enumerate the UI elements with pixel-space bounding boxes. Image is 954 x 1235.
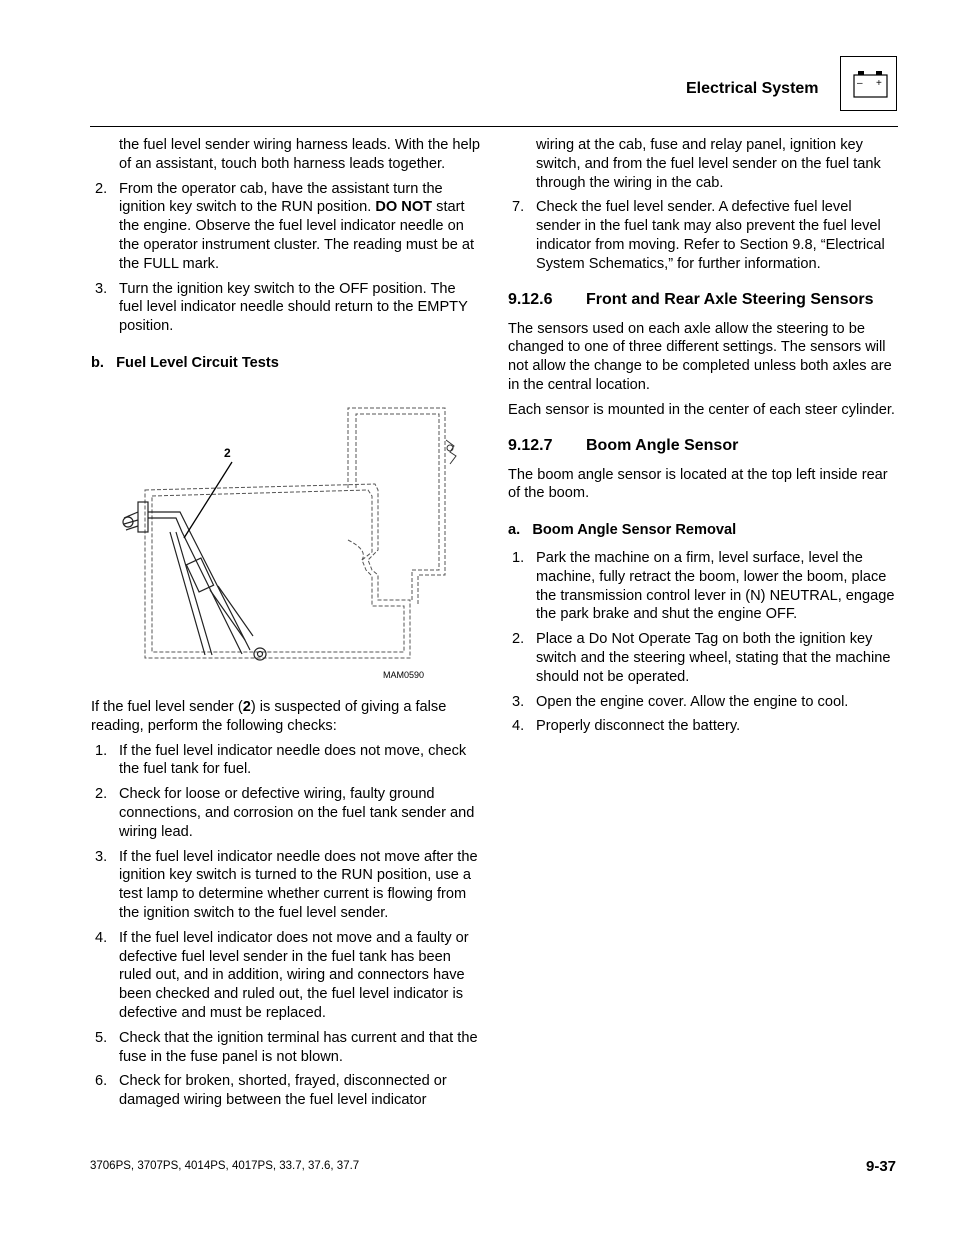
page-number: 9-37 xyxy=(866,1158,897,1175)
check-text: Check that the ignition terminal has current and that the fuse in the fuse panel is not blown. xyxy=(119,1029,478,1065)
intro-text: If the fuel level sender ( xyxy=(91,699,243,715)
step-text: Place a Do Not Operate Tag on both the ignition key switch and the steering wheel, stating that the machine should not be operated. xyxy=(536,631,891,685)
check-number: 5. xyxy=(95,1029,108,1046)
section-title: Boom Angle Sensor xyxy=(586,436,739,454)
paragraph: The sensors used on each axle allow the steering to be changed to one of three different settings. The sensors will not allow the change to be completed unless both axles are in the central location. xyxy=(508,320,892,393)
left-column xyxy=(91,136,483,373)
callout-ref: 2 xyxy=(242,699,251,715)
subsection-heading-b: b. Fuel Level Circuit Tests xyxy=(91,354,279,371)
check-number: 4. xyxy=(95,929,108,946)
check-number: 3. xyxy=(95,848,108,865)
section-number: 9.12.7 xyxy=(508,436,553,454)
section-header-title: Electrical System xyxy=(686,80,819,97)
step-number: 2. xyxy=(95,180,108,197)
check-item xyxy=(91,848,483,923)
step-number: 2. xyxy=(512,631,525,648)
checks-intro xyxy=(91,698,483,736)
removal-step xyxy=(508,693,900,712)
check-item xyxy=(91,785,483,841)
check-number: 2. xyxy=(95,786,108,803)
battery-icon xyxy=(840,56,897,111)
header-rule xyxy=(90,126,898,127)
step-number: 3. xyxy=(95,280,108,297)
step-3 xyxy=(91,280,483,336)
step-text: start the engine. Observe the fuel level indicator needle on the operator instrument cluster. The reading must be at the FULL mark. xyxy=(119,199,475,272)
section-number: 9.12.6 xyxy=(508,290,553,308)
step-number: 7. xyxy=(512,199,525,216)
do-not-warning: DO NOT xyxy=(375,199,433,216)
removal-step xyxy=(508,717,900,736)
step-text: Park the machine on a firm, level surface, level the machine, fully retract the boom, lower the boom, place the transmission control lever in (N) NEUTRAL, engage the park brake and shut the engine OFF. xyxy=(536,549,895,623)
check-item xyxy=(91,1029,483,1067)
paragraph: The boom angle sensor is located at the top left inside rear of the boom. xyxy=(508,466,888,502)
figure-callout-label: 2 xyxy=(224,446,231,460)
continued-step-text: wiring at the cab, fuse and relay panel, ignition key switch, and from the fuel level sender on the fuel tank through the wiring in the cab. xyxy=(536,137,881,191)
step-text: Turn the ignition key switch to the OFF position. The fuel level indicator needle should return to the EMPTY position. xyxy=(119,280,468,335)
check-text: If the fuel level indicator needle does not move after the ignition key switch is turned to the RUN position, use a test lamp to determine whether current is flowing from the ignition switch to the fuel level sender. xyxy=(119,848,478,921)
figure-id: MAM0590 xyxy=(383,670,425,680)
step-2 xyxy=(91,180,483,274)
removal-step xyxy=(508,549,900,624)
step-text: Check the fuel level sender. A defective fuel level sender in the fuel tank may also prevent the fuel level indicator from moving. Refer to Section 9.8, “Electrical System Schematics,” for further information. xyxy=(536,199,885,272)
step-number: 1. xyxy=(512,549,525,566)
step-number: 3. xyxy=(512,693,525,710)
check-number: 1. xyxy=(95,742,108,759)
section-heading-9127 xyxy=(508,437,900,457)
intro-text: ) is suspected of giving a false reading, perform the following checks: xyxy=(91,699,447,734)
check-text: Check for broken, shorted, frayed, disconnected or damaged wiring between the fuel level indicator xyxy=(119,1073,447,1109)
paragraph: Each sensor is mounted in the center of each steer cylinder. xyxy=(508,401,895,418)
removal-step xyxy=(508,630,900,686)
fuel-tank-drawing xyxy=(110,400,470,685)
fuel-level-sender-figure xyxy=(110,400,470,685)
check-item xyxy=(91,1072,483,1110)
step-number: 4. xyxy=(512,718,525,735)
step-text: From the operator cab, have the assistant turn the ignition key switch to the RUN position. xyxy=(119,180,443,216)
plus-sign: + xyxy=(876,78,882,89)
footer-models: 3706PS, 3707PS, 4014PS, 4017PS, 33.7, 37.6, 37.7 xyxy=(90,1160,360,1172)
step-text: Properly disconnect the battery. xyxy=(536,718,741,735)
check-item xyxy=(91,742,483,780)
check-text: Check for loose or defective wiring, faulty ground connections, and corrosion on the fuel tank sender and wiring lead. xyxy=(119,786,475,840)
minus-sign: – xyxy=(857,78,863,89)
check-text: If the fuel level indicator does not move and a faulty or defective fuel level sender in the fuel tank has been ruled out, and in addition, wiring and connectors have been checked and ruled out, the fuel level indicator is defective and must be replaced. xyxy=(119,929,469,1021)
check-item xyxy=(91,929,483,1023)
step-7 xyxy=(508,198,900,273)
left-column-checks xyxy=(91,698,483,1110)
subsection-heading-a: a. Boom Angle Sensor Removal xyxy=(508,522,737,539)
right-column xyxy=(508,136,900,736)
section-title: Front and Rear Axle Steering Sensors xyxy=(586,290,874,308)
section-heading-9126 xyxy=(508,291,900,311)
step-text: Open the engine cover. Allow the engine to cool. xyxy=(536,693,849,710)
continued-step-text: the fuel level sender wiring harness leads. With the help of an assistant, touch both harness leads together. xyxy=(119,137,480,172)
check-text: If the fuel level indicator needle does not move, check the fuel tank for fuel. xyxy=(119,742,467,778)
check-number: 6. xyxy=(95,1073,108,1090)
